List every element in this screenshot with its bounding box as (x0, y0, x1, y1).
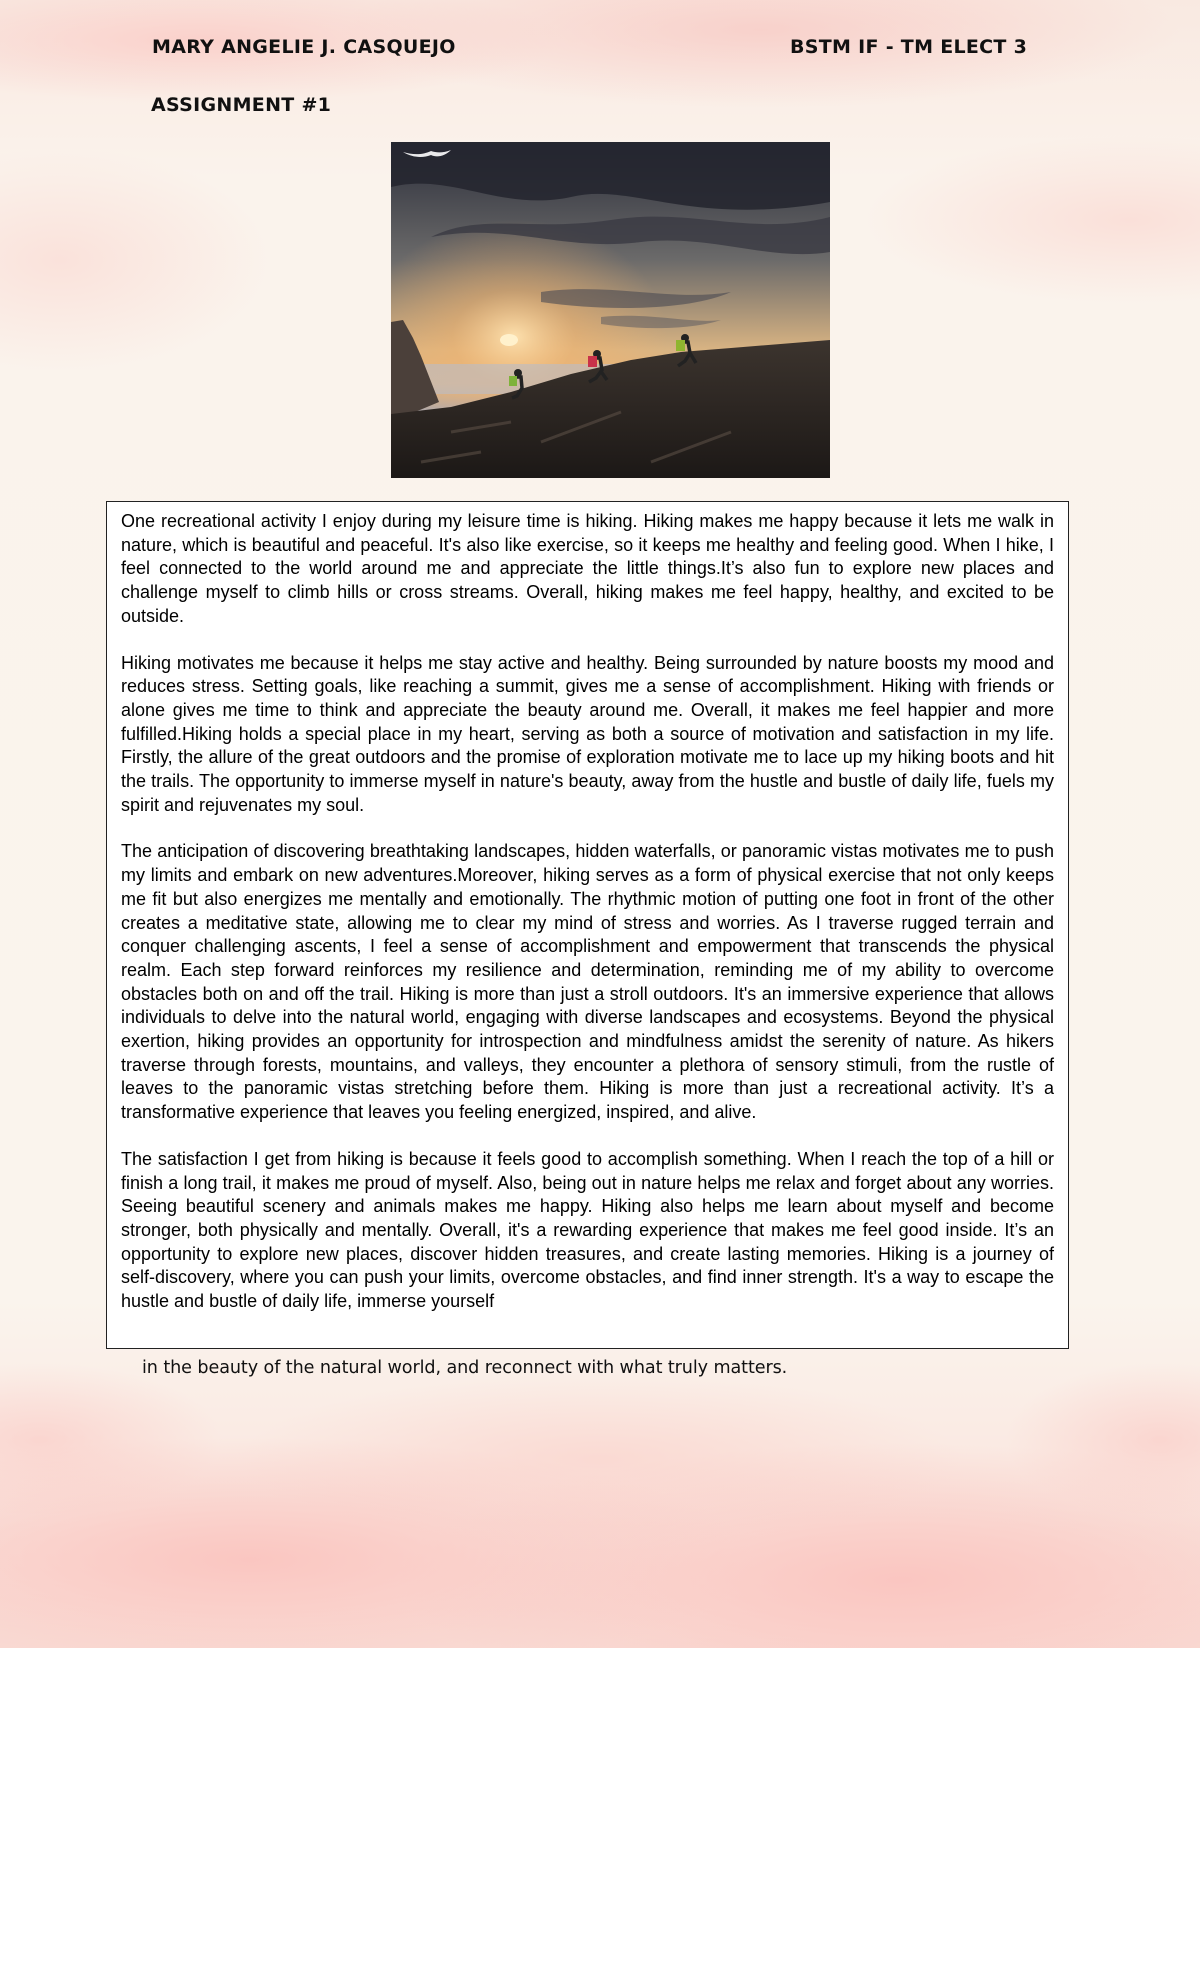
essay-paragraph-1: One recreational activity I enjoy during my leisure time is hiking. Hiking makes me happy because it lets me walk in nature, which is beautiful and peaceful. It's also like exercise, so it keeps me healthy and feeling good. When I hike, I feel connected to the world around me and appreciate the little things.It’s also fun to explore new places and challenge myself to climb hills or cross streams. Overall, hiking makes me feel happy, healthy, and excited to be outside. (121, 511, 1054, 626)
essay-paragraph-3: The anticipation of discovering breathtaking landscapes, hidden waterfalls, or panoramic vistas motivates me to push my limits and embark on new adventures.Moreover, hiking serves as a form of physical exercise that not only keeps me fit but also energizes me mentally and emotionally. The rhythmic motion of putting one foot in front of the other creates a meditative state, allowing me to clear my mind of stress and worries. As I traverse rugged terrain and conquer challenging ascents, I feel a sense of accomplishment and empowerment that transcends the physical realm. Each step forward reinforces my resilience and determination, reminding me of my ability to overcome obstacles both on and off the trail. Hiking is more than just a stroll outdoors. It's an immersive experience that allows individuals to delve into the natural world, engaging with diverse landscapes and ecosystems. Beyond the physical exertion, hiking provides an opportunity for introspection and mindfulness amidst the serenity of nature. As hikers traverse through forests, mountains, and valleys, they encounter a plethora of sensory stimuli, from the rustle of leaves to the panoramic vistas stretching before them. Hiking is more than just a recreational activity. It’s a transformative experience that leaves you feeling energized, inspired, and alive. (121, 841, 1054, 1123)
assignment-title: ASSIGNMENT #1 (151, 94, 332, 116)
essay-continuation-line: in the beauty of the natural world, and reconnect with what truly matters. (142, 1358, 788, 1378)
essay-paragraph-2: Hiking motivates me because it helps me stay active and healthy. Being surrounded by nature boosts my mood and reduces stress. Setting goals, like reaching a summit, gives me a sense of accomplishment. Hiking with friends or alone gives me time to think and appreciate the beauty around me. Overall, it makes me feel happier and more fulfilled.Hiking holds a special place in my heart, serving as both a source of motivation and satisfaction in my life. Firstly, the allure of the great outdoors and the promise of exploration motivate me to lace up my hiking boots and hit the trails. The opportunity to immerse myself in nature's beauty, away from the hustle and bustle of daily life, fuels my spirit and rejuvenates my soul. (121, 652, 1054, 815)
author-name: MARY ANGELIE J. CASQUEJO (152, 36, 456, 58)
hiking-photo (391, 142, 830, 478)
course-label: BSTM IF - TM ELECT 3 (790, 36, 1028, 58)
essay-text-box (106, 501, 1069, 1349)
essay-paragraph-4: The satisfaction I get from hiking is because it feels good to accomplish something. When I reach the top of a hill or finish a long trail, it makes me proud of myself. Also, being out in nature helps me relax and forget about any worries. Seeing beautiful scenery and animals makes me happy. Hiking also helps me learn about myself and become stronger, both physically and mentally. Overall, it's a rewarding experience that makes me feel good inside. It’s an opportunity to explore new places, discover hidden treasures, and create lasting memories. Hiking is a journey of self-discovery, where you can push your limits, overcome obstacles, and find inner strength. It's a way to escape the hustle and bustle of daily life, immerse yourself (121, 1148, 1054, 1312)
